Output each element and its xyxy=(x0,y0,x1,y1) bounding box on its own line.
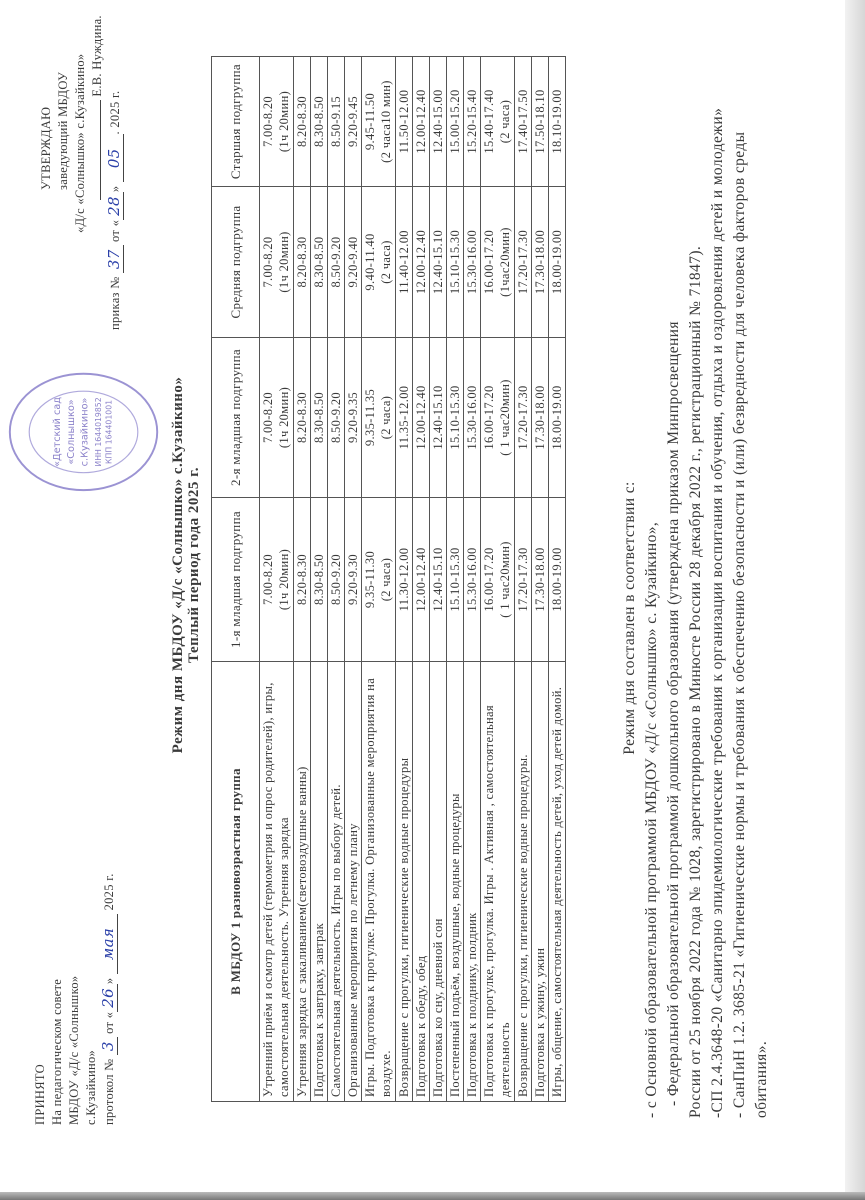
time-range: 7.00-8.20 xyxy=(261,236,275,288)
time-cell xyxy=(345,187,362,338)
time-cell xyxy=(396,498,413,662)
protocol-number: 3 xyxy=(99,1037,118,1055)
time-range: 17.40-17.50 xyxy=(516,89,530,154)
order-day: 28 xyxy=(105,192,124,220)
protocol-month: мая xyxy=(99,914,118,974)
accepted-line: На педагогическом совете xyxy=(50,978,64,1125)
quote-close: » xyxy=(102,977,116,985)
time-range: 12.00-12.40 xyxy=(414,547,428,612)
subtitle-line: Теплый период года 2025 г. xyxy=(186,467,202,663)
stamp-text: КПП 164401001 xyxy=(104,399,114,464)
time-range: 15.10-15.30 xyxy=(448,547,462,612)
time-range: 11.50-12.00 xyxy=(397,89,411,154)
time-range: 8.30-8.50 xyxy=(312,236,326,288)
time-range: 8.50-9.20 xyxy=(329,553,343,606)
from-label: от « xyxy=(108,219,122,242)
time-cell xyxy=(294,187,311,338)
activity-cell: Подготовка к прогулке, прогулка. Игры . Активная , самостоятельная деятельность xyxy=(481,662,515,1102)
basis-line: России от 25 ноября 2022 года № 1028, зарегистрировано в Минюсте России 28 декабря 2022 г., регистрационный № 71847). xyxy=(687,245,704,1118)
table-row xyxy=(515,57,532,1102)
time-range: 15.00-15.20 xyxy=(448,89,462,154)
activity-cell: Подготовка ко сну, дневной сон xyxy=(430,662,447,1102)
duration: (2 часа) xyxy=(498,99,512,144)
time-range: 17.50-18.10 xyxy=(533,89,547,154)
activity-cell: Подготовка к ужину, ужин xyxy=(532,662,549,1102)
table-row xyxy=(447,57,464,1102)
activity-cell: Возвращение с прогулки, гигиенические водные процедуры xyxy=(396,662,413,1102)
time-range: 12.40-15.00 xyxy=(431,89,445,154)
time-cell xyxy=(413,338,430,498)
protocol-label: протокол № xyxy=(102,1058,116,1125)
signature-field xyxy=(100,100,101,200)
activity-cell: Игры, общение, самостоятельная деятельность детей, уход детей домой. xyxy=(549,662,566,1102)
activity-cell: Организованные мероприятия по летнему плану xyxy=(345,662,362,1102)
time-cell xyxy=(464,187,481,338)
time-cell xyxy=(396,338,413,498)
time-cell xyxy=(345,57,362,187)
time-cell xyxy=(328,338,345,498)
time-range: 18.00-19.00 xyxy=(550,547,564,612)
time-cell xyxy=(515,338,532,498)
time-cell xyxy=(362,338,396,498)
time-range: 9.20-9.30 xyxy=(346,553,360,606)
time-range: 8.20-8.30 xyxy=(295,236,309,288)
signer-line xyxy=(89,15,106,330)
table-row xyxy=(362,57,396,1102)
time-range: 7.00-8.20 xyxy=(261,553,275,606)
time-cell xyxy=(515,57,532,187)
activity-cell: Подготовка к завтраку, завтрак xyxy=(311,662,328,1102)
time-cell xyxy=(328,187,345,338)
order-line xyxy=(106,15,124,330)
header-group-middle: Средняя подгруппа xyxy=(212,187,260,338)
time-range: 9.35-11.30 xyxy=(363,550,377,609)
time-cell xyxy=(515,187,532,338)
time-cell xyxy=(430,498,447,662)
basis-line: - СанПиН 1.2. 3685-21 «Гигиенические нормы и требования к обеспечению безопасности и (или) безвредности для человека факторов среды xyxy=(731,131,748,1118)
time-range: 9.20-9.45 xyxy=(346,95,360,148)
activity-cell: Подготовка к полднику, полдник xyxy=(464,662,481,1102)
time-cell xyxy=(311,57,328,187)
time-cell xyxy=(532,338,549,498)
time-cell xyxy=(328,498,345,662)
daily-schedule-table xyxy=(211,56,566,1102)
time-range: 12.00-12.40 xyxy=(414,89,428,154)
time-range: 16.00-17.20 xyxy=(482,229,496,295)
time-cell xyxy=(549,338,566,498)
time-range: 12.40-15.10 xyxy=(431,385,445,450)
activity-cell: Утренняя зарядка с закаливанием(световоздушные ванны) xyxy=(294,662,311,1102)
activity-cell: Самостоятельная деятельность. Игры по выбору детей. xyxy=(328,662,345,1102)
approved-line: заведующий МБДОУ xyxy=(56,71,70,190)
time-cell xyxy=(549,187,566,338)
time-cell xyxy=(532,187,549,338)
time-cell xyxy=(294,57,311,187)
order-number: 37 xyxy=(105,245,124,273)
time-range: 18.00-19.00 xyxy=(550,385,564,450)
table-row xyxy=(464,57,481,1102)
activity-cell: Подготовка к обеду, обед xyxy=(413,662,430,1102)
time-range: 15.10-15.30 xyxy=(448,385,462,450)
time-cell xyxy=(311,498,328,662)
time-cell xyxy=(481,187,515,338)
table-row xyxy=(260,57,294,1102)
duration: ( 1 час20мин) xyxy=(498,379,512,456)
table-row xyxy=(413,57,430,1102)
stamp-text: ИНН 1644019852 xyxy=(93,397,103,467)
duration: (1ч 20мин) xyxy=(277,231,291,293)
approval-approved-block xyxy=(38,15,124,330)
activity-cell: Игры. Подготовка к прогулке. Прогулка. Организованные мероприятия на воздухе. xyxy=(362,662,396,1102)
order-month: 05 xyxy=(105,134,124,182)
header-group-1: 1-я младшая подгруппа xyxy=(212,498,260,662)
time-range: 9.20-9.40 xyxy=(346,236,360,288)
header-group-2: 2-я младшая подгруппа xyxy=(212,338,260,498)
time-cell xyxy=(481,338,515,498)
duration: (2 часа) xyxy=(379,557,393,602)
duration: ( 1 час20мин) xyxy=(498,541,512,618)
table-row xyxy=(430,57,447,1102)
table-row xyxy=(549,57,566,1102)
duration: (2 часа) xyxy=(379,395,393,440)
duration: (2 часа) xyxy=(379,240,393,284)
time-range: 8.50-9.20 xyxy=(329,236,343,288)
stamp-text: с.Кузайкино» xyxy=(79,397,91,467)
time-cell xyxy=(430,187,447,338)
time-cell xyxy=(311,187,328,338)
time-cell xyxy=(430,57,447,187)
activity-cell: Постепенный подъём, воздушные, водные процедуры xyxy=(447,662,464,1102)
table-row xyxy=(345,57,362,1102)
time-range: 11.35-12.00 xyxy=(397,385,411,450)
time-range: 8.30-8.50 xyxy=(312,95,326,148)
time-cell xyxy=(481,498,515,662)
signer-name: Е.В. Нуждина. xyxy=(90,15,104,97)
accepted-line: с.Кузайкино» xyxy=(84,1049,98,1125)
time-cell xyxy=(413,187,430,338)
protocol-line xyxy=(100,873,118,1125)
time-cell xyxy=(396,57,413,187)
time-cell xyxy=(413,498,430,662)
title-line: Режим дня МБДОУ «Д/с «Солнышко» с.Кузайкино» xyxy=(170,376,186,754)
time-range: 17.20-17.30 xyxy=(516,385,530,450)
time-cell xyxy=(345,338,362,498)
time-range: 8.20-8.30 xyxy=(295,391,309,444)
table-row xyxy=(328,57,345,1102)
time-range: 15.10-15.30 xyxy=(448,229,462,295)
duration: (1час20мин) xyxy=(498,227,512,297)
approval-accepted-block xyxy=(32,873,118,1125)
table-row xyxy=(396,57,413,1102)
basis-line: - с Основной образовательной программой МБДОУ «Д/с «Солнышко» с. Кузайкино», xyxy=(643,521,660,1118)
time-cell xyxy=(430,338,447,498)
time-range: 8.50-9.15 xyxy=(329,95,343,148)
time-range: 15.20-15.40 xyxy=(465,89,479,154)
time-cell xyxy=(464,338,481,498)
time-cell xyxy=(294,338,311,498)
time-range: 9.40-11.40 xyxy=(363,233,377,291)
page-title xyxy=(170,260,202,870)
time-cell xyxy=(532,498,549,662)
time-range: 17.30-18.00 xyxy=(533,547,547,612)
time-cell xyxy=(328,57,345,187)
header-group-senior: Старшая подгруппа xyxy=(212,57,260,187)
time-cell xyxy=(260,57,294,187)
time-cell xyxy=(447,57,464,187)
duration: (2 часа10 мин) xyxy=(379,80,393,163)
time-cell xyxy=(362,187,396,338)
basis-heading: Режим дня составлен в соответствии с: xyxy=(621,481,638,755)
time-range: 15.40-17.40 xyxy=(482,89,496,154)
approved-title: УТВЕРЖДАЮ xyxy=(39,106,53,190)
time-cell xyxy=(464,498,481,662)
time-range: 8.50-9.20 xyxy=(329,391,343,444)
activity-cell: Утренний приём и осмотр детей (термометрия и опрос родителей), игры, самостоятельная деятельность. Утренняя зарядка xyxy=(260,662,294,1102)
time-range: 18.10-19.00 xyxy=(550,89,564,154)
time-range: 8.30-8.50 xyxy=(312,391,326,444)
basis-section xyxy=(619,18,773,1118)
duration: (1ч 20мин) xyxy=(277,386,291,449)
time-range: 15.30-16.00 xyxy=(465,547,479,612)
protocol-year: 2025 г. xyxy=(102,873,116,911)
stamp-text: «Солнышко» xyxy=(65,399,77,465)
time-cell xyxy=(464,57,481,187)
quote-close: » xyxy=(108,185,122,193)
time-cell xyxy=(481,57,515,187)
time-range: 8.20-8.30 xyxy=(295,553,309,606)
time-range: 8.30-8.50 xyxy=(312,553,326,606)
time-cell xyxy=(345,498,362,662)
basis-line: -СП 2.4.3648-20 «Санитарно эпидемиологические требования к организации воспитания и обучения, отдыха и оздоровления детей и молодежи» xyxy=(709,107,726,1118)
time-cell xyxy=(413,57,430,187)
basis-line: - Федеральной образовательной программой дошкольного образования (утверждена приказом Минпросвещения xyxy=(665,321,682,1106)
time-cell xyxy=(447,187,464,338)
time-cell xyxy=(294,498,311,662)
approved-line: «Д/с «Солнышко» с.Кузайкино» xyxy=(73,53,87,233)
from-label: от « xyxy=(102,1011,116,1034)
time-range: 15.30-16.00 xyxy=(465,229,479,295)
stamp-text: «Детский сад xyxy=(52,396,64,467)
time-range: 11.30-12.00 xyxy=(397,547,411,612)
time-cell xyxy=(549,498,566,662)
time-cell xyxy=(447,498,464,662)
time-range: 7.00-8.20 xyxy=(261,95,275,148)
table-row xyxy=(294,57,311,1102)
accepted-line: МБДОУ «Д/с «Солнышко» xyxy=(67,975,81,1125)
time-cell xyxy=(549,57,566,187)
time-range: 17.20-17.30 xyxy=(516,547,530,612)
time-range: 9.45-11.50 xyxy=(363,92,377,151)
duration: (1ч 20мин) xyxy=(277,90,291,153)
time-cell xyxy=(260,187,294,338)
time-range: 15.30-16.00 xyxy=(465,385,479,450)
time-range: 17.30-18.00 xyxy=(533,229,547,295)
basis-line: обитания». xyxy=(753,1040,770,1118)
time-range: 18.00-19.00 xyxy=(550,229,564,295)
time-cell xyxy=(362,498,396,662)
time-range: 12.00-12.40 xyxy=(414,385,428,450)
order-label: приказ № xyxy=(108,276,122,330)
time-cell xyxy=(515,498,532,662)
table-row xyxy=(311,57,328,1102)
order-year: . 2025 г. xyxy=(108,90,122,135)
table-row xyxy=(481,57,515,1102)
time-range: 12.40-15.10 xyxy=(431,547,445,612)
duration: (1ч 20мин) xyxy=(277,548,291,611)
table-row xyxy=(532,57,549,1102)
time-range: 11.40-12.00 xyxy=(397,230,411,294)
time-range: 16.00-17.20 xyxy=(482,547,496,612)
time-cell xyxy=(362,57,396,187)
time-cell xyxy=(260,338,294,498)
header-activity: В МБДОУ 1 разновозрастная группа xyxy=(212,662,260,1102)
time-range: 9.20-9.35 xyxy=(346,391,360,444)
organization-stamp xyxy=(4,360,164,500)
time-range: 7.00-8.20 xyxy=(261,391,275,444)
protocol-day: 26 xyxy=(99,984,118,1012)
activity-cell: Возвращение с прогулки, гигиенические водные процедуры. xyxy=(515,662,532,1102)
time-cell xyxy=(532,57,549,187)
accepted-title: ПРИНЯТО xyxy=(33,1064,47,1125)
time-range: 17.30-18.00 xyxy=(533,385,547,450)
time-cell xyxy=(260,498,294,662)
time-range: 17.20-17.30 xyxy=(516,229,530,295)
time-cell xyxy=(311,338,328,498)
time-cell xyxy=(447,338,464,498)
time-range: 8.20-8.30 xyxy=(295,95,309,148)
time-range: 12.40-15.10 xyxy=(431,229,445,295)
time-range: 16.00-17.20 xyxy=(482,385,496,450)
time-range: 12.00-12.40 xyxy=(414,229,428,295)
table-header-row xyxy=(212,57,260,1102)
time-range: 9.35-11.35 xyxy=(363,388,377,447)
time-cell xyxy=(396,187,413,338)
